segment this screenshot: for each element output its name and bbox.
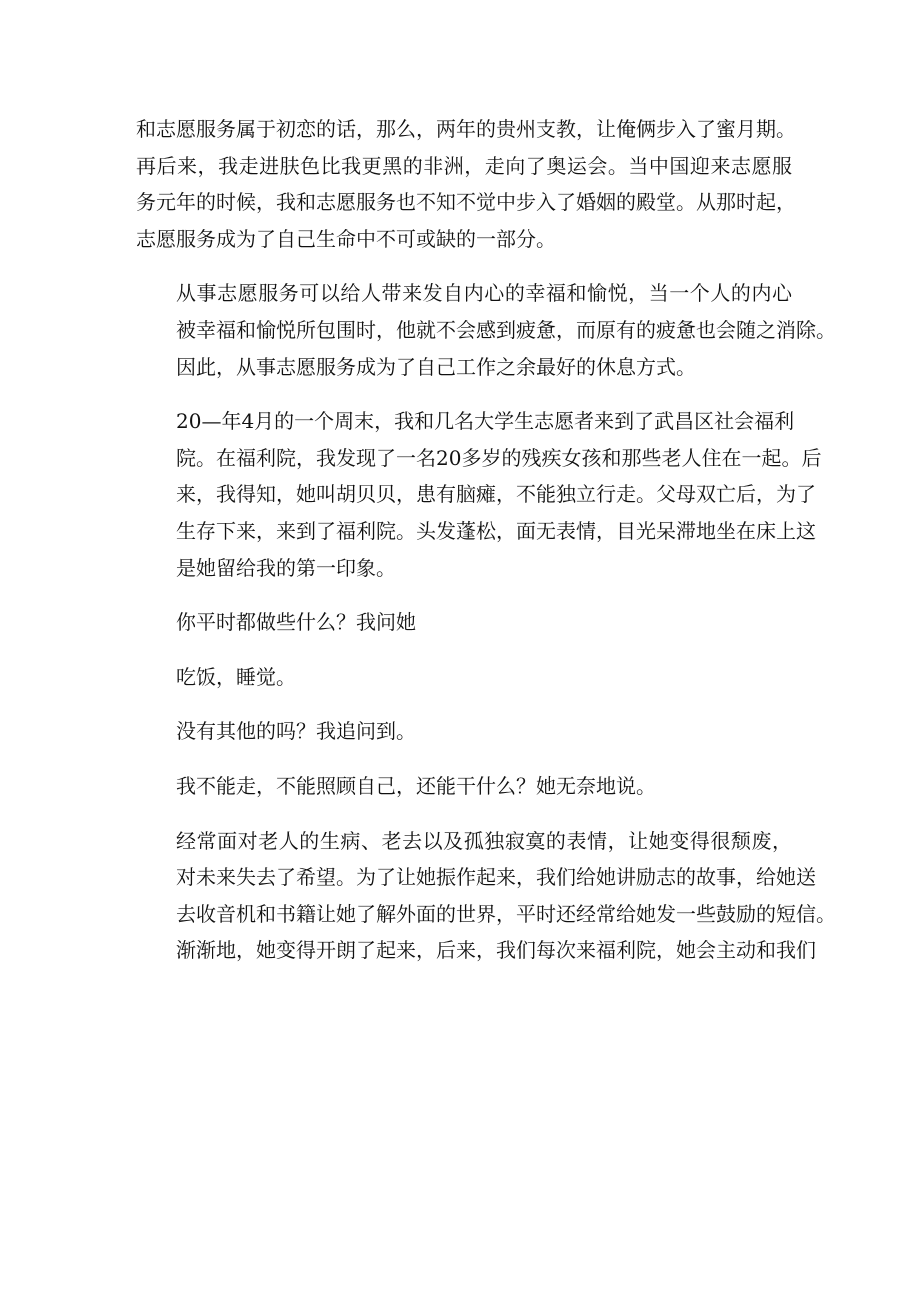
text-line: 你平时都做些什么？我问她 <box>176 610 416 635</box>
text-line: 经常面对老人的生病、老去以及孤独寂寞的表情，让她变得很颓废， <box>176 828 792 853</box>
text-line: 被幸福和愉悦所包围时，他就不会感到疲惫，而原有的疲惫也会随之消除。 <box>176 317 836 342</box>
text-line: 对未来失去了希望。为了让她振作起来，我们给她讲励志的故事，给她送 <box>176 865 816 890</box>
text-line: 务元年的时候，我和志愿服务也不知不觉中步入了婚姻的殿堂。从那时起， <box>136 190 796 215</box>
paragraph <box>136 768 792 805</box>
paragraph <box>136 275 836 385</box>
text-line: 院。在福利院，我发现了一名20多岁的残疾女孩和那些老人住在一起。后 <box>176 445 822 470</box>
text-line: 渐渐地，她变得开朗了起来，后来，我们每次来福利院，她会主动和我们 <box>176 938 816 963</box>
text-line: 吃饭，睡觉。 <box>176 664 296 689</box>
text-line: 没有其他的吗？我追问到。 <box>176 719 416 744</box>
paragraph <box>136 713 792 750</box>
text-line: 再后来，我走进肤色比我更黑的非洲，走向了奥运会。当中国迎来志愿服 <box>136 153 792 178</box>
text-line: 来，我得知，她叫胡贝贝，患有脑瘫，不能独立行走。父母双亡后，为了 <box>176 482 816 507</box>
text-line: 生存下来，来到了福利院。头发蓬松，面无表情，目光呆滞地坐在床上这 <box>176 518 816 543</box>
text-line: 我不能走，不能照顾自己，还能干什么？她无奈地说。 <box>176 773 656 798</box>
paragraph <box>136 659 792 696</box>
text-line: 因此，从事志愿服务成为了自己工作之余最好的休息方式。 <box>176 354 696 379</box>
text-line: 从事志愿服务可以给人带来发自内心的幸福和愉悦，当一个人的内心 <box>176 281 792 306</box>
text-line: 和志愿服务属于初恋的话，那么，两年的贵州支教，让俺俩步入了蜜月期。 <box>136 117 796 141</box>
text-line: 是她留给我的第一印象。 <box>176 555 396 580</box>
text-line: 20—年4月的一个周末，我和几名大学生志愿者来到了武昌区社会福利 <box>176 409 795 434</box>
document-body <box>136 111 836 987</box>
paragraph <box>136 823 836 969</box>
paragraph <box>136 403 822 586</box>
paragraph <box>136 604 792 641</box>
text-line: 志愿服务成为了自己生命中不可或缺的一部分。 <box>136 226 556 251</box>
paragraph <box>136 111 796 257</box>
text-line: 去收音机和书籍让她了解外面的世界，平时还经常给她发一些鼓励的短信。 <box>176 901 836 926</box>
